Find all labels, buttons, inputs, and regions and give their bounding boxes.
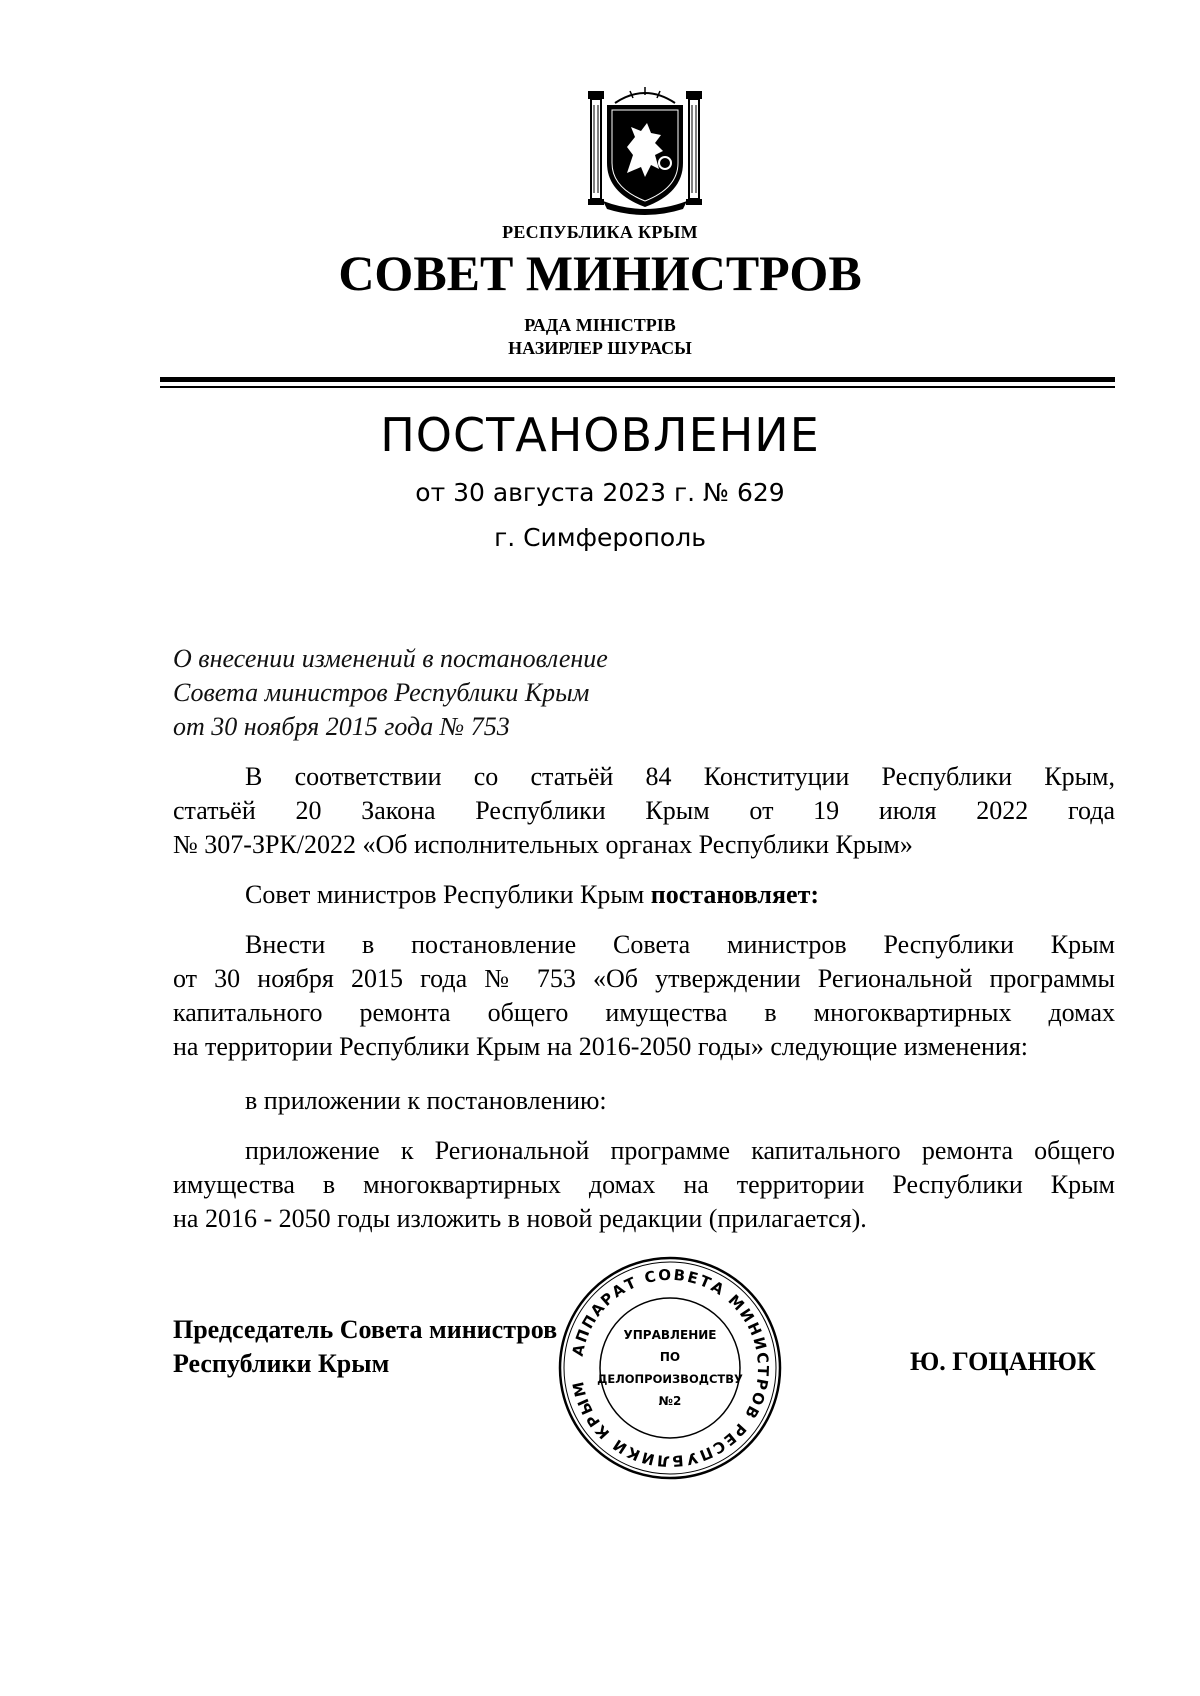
official-stamp — [555, 1253, 785, 1483]
preamble-paragraph — [173, 760, 1115, 862]
stamp-center-line: ПО — [659, 1350, 681, 1364]
stamp-center-line: ДЕЛОПРОИЗВОДСТВУ — [597, 1372, 743, 1386]
council-name: СОВЕТ МИНИСТРОВ — [338, 245, 862, 301]
paragraph-line: Внести в постановление Совета министров Республики Крым — [245, 930, 1115, 959]
header-divider-thick — [160, 377, 1115, 382]
paragraph-line: от 30 ноября 2015 года № 753 «Об утверждении Региональной программы — [173, 964, 1115, 993]
paragraph-line: № 307-ЗРК/2022 «Об исполнительных органах Республики Крым» — [173, 830, 913, 859]
paragraph-line: капитального ремонта общего имущества в многоквартирных домах — [173, 998, 1115, 1027]
resolves-text: Совет министров Республики Крым — [245, 880, 645, 909]
header-divider-thin — [160, 386, 1115, 388]
resolves-keyword: постановляет: — [650, 880, 820, 909]
decree-date-number: от 30 августа 2023 г. № 629 — [415, 478, 785, 507]
paragraph-line: статьёй 20 Закона Республики Крым от 19 июля 2022 года — [173, 796, 1115, 825]
decree-city: г. Симферополь — [494, 523, 706, 552]
signatory-name: Ю. ГОЦАНЮК — [910, 1347, 1096, 1376]
subject-line: Совета министров Республики Крым — [173, 678, 590, 707]
paragraph-line: имущества в многоквартирных домах на территории Республики Крым — [173, 1170, 1115, 1199]
signatory-position-line: Республики Крым — [173, 1349, 390, 1378]
stamp-ring-text: АППАРАТ СОВЕТА МИНИСТРОВ РЕСПУБЛИКИ КРЫМ — [568, 1265, 773, 1471]
new-edition-paragraph — [173, 1134, 1115, 1236]
council-name-ukrainian: РАДА МІНІСТРІВ — [524, 315, 676, 335]
subject-line: от 30 ноября 2015 года № 753 — [173, 712, 510, 741]
signatory-position — [173, 1313, 557, 1381]
paragraph-line: на 2016 - 2050 годы изложить в новой редакции (прилагается). — [173, 1204, 867, 1233]
coat-of-arms-icon — [585, 85, 705, 215]
appendix-paragraph: в приложении к постановлению: — [245, 1086, 607, 1115]
svg-text:АППАРАТ СОВЕТА МИНИСТРОВ РЕСПУ — [569, 1266, 773, 1470]
amendment-paragraph — [173, 928, 1115, 1064]
council-name-crimean-tatar: НАЗИРЛЕР ШУРАСЫ — [508, 338, 692, 358]
paragraph-line: приложение к Региональной программе капитального ремонта общего — [245, 1136, 1115, 1165]
stamp-center-line: УПРАВЛЕНИЕ — [623, 1328, 717, 1342]
resolves-paragraph — [173, 878, 1115, 912]
republic-name: РЕСПУБЛИКА КРЫМ — [502, 222, 698, 242]
decree-subject — [173, 642, 608, 744]
signatory-position-line: Председатель Совета министров — [173, 1315, 558, 1344]
document-type-title: ПОСТАНОВЛЕНИЕ — [380, 408, 820, 462]
paragraph-line: В соответствии со статьёй 84 Конституции Республики Крым, — [245, 762, 1115, 791]
paragraph-line: на территории Республики Крым на 2016-2050 годы» следующие изменения: — [173, 1032, 1029, 1061]
stamp-center-line: №2 — [658, 1394, 682, 1408]
subject-line: О внесении изменений в постановление — [173, 644, 608, 673]
